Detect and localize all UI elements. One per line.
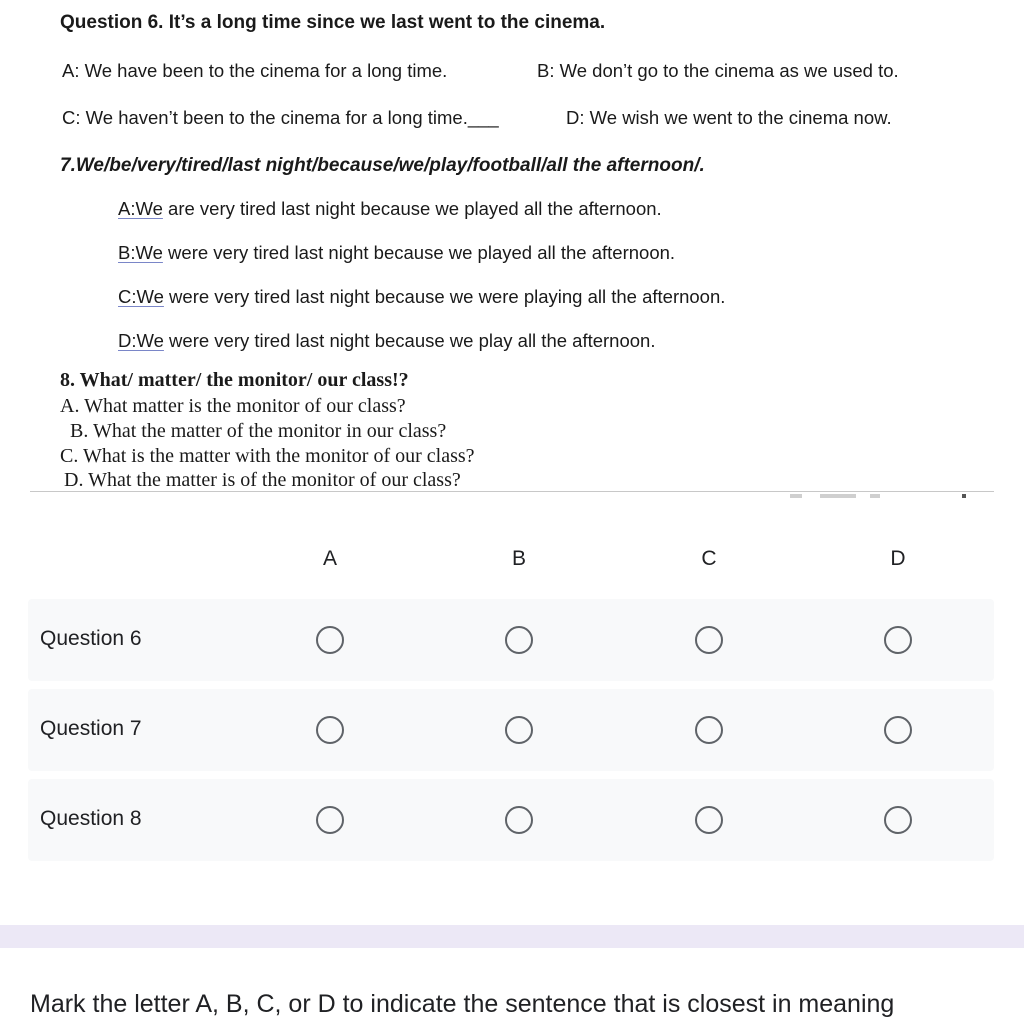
q8-option-d: D. What the matter is of the monitor of our class? (64, 469, 461, 491)
q7-option-b-prefix: B:We (118, 242, 163, 263)
question-image (0, 0, 1024, 505)
column-header-b: B (511, 547, 527, 570)
q7-option-b (118, 242, 675, 264)
q6-title: Question 6. It’s a long time since we last went to the cinema. (60, 12, 606, 33)
radio-q6-a[interactable] (316, 626, 344, 654)
q6-option-b: B: We don’t go to the cinema as we used to. (537, 60, 899, 81)
column-header-a: A (322, 547, 338, 570)
q7-option-b-text: were very tired last night because we played all the afternoon. (162, 242, 676, 263)
q7-option-d-prefix: D:We (118, 330, 164, 351)
radio-q8-c[interactable] (695, 806, 723, 834)
radio-q7-c[interactable] (695, 716, 723, 744)
radio-q7-b[interactable] (505, 716, 533, 744)
q7-option-a (118, 198, 662, 220)
image-artifact-marks (790, 494, 970, 500)
row-label: Question 7 (40, 717, 142, 740)
q8-title: 8. What/ matter/ the monitor/ our class!? (60, 369, 409, 391)
q7-option-c (118, 286, 725, 308)
artifact-mark (790, 494, 802, 498)
q7-option-d-text: were very tired last night because we play all the afternoon. (163, 330, 656, 351)
radio-q6-c[interactable] (695, 626, 723, 654)
q8-option-c: C. What is the matter with the monitor of our class? (60, 445, 475, 467)
section-separator (0, 925, 1024, 948)
q8-option-b: B. What the matter of the monitor in our class? (70, 420, 447, 442)
radio-q8-d[interactable] (884, 806, 912, 834)
q7-title: 7.We/be/very/tired/last night/because/we/play/football/all the afternoon/. (60, 155, 705, 176)
next-question-instruction: Mark the letter A, B, C, or D to indicate the sentence that is closest in meaning (30, 990, 895, 1018)
q7-option-a-prefix: A:We (118, 198, 163, 219)
image-divider (30, 491, 994, 492)
grid-row-question-7 (28, 689, 994, 771)
radio-q8-a[interactable] (316, 806, 344, 834)
artifact-mark (870, 494, 880, 498)
row-label: Question 8 (40, 807, 142, 830)
radio-q7-a[interactable] (316, 716, 344, 744)
column-header-c: C (701, 547, 717, 570)
radio-q7-d[interactable] (884, 716, 912, 744)
artifact-mark (820, 494, 856, 498)
artifact-mark (962, 494, 966, 498)
grid-row-question-6 (28, 599, 994, 681)
radio-q6-b[interactable] (505, 626, 533, 654)
radio-q8-b[interactable] (505, 806, 533, 834)
grid-row-question-8 (28, 779, 994, 861)
q6-option-c: C: We haven’t been to the cinema for a long time.___ (62, 107, 499, 128)
column-header-d: D (890, 547, 906, 570)
q8-option-a: A. What matter is the monitor of our class? (60, 395, 406, 417)
radio-q6-d[interactable] (884, 626, 912, 654)
q6-option-d: D: We wish we went to the cinema now. (566, 107, 892, 128)
q6-option-a: A: We have been to the cinema for a long time. (62, 60, 448, 81)
q7-option-a-text: are very tired last night because we played all the afternoon. (162, 198, 662, 219)
q7-option-d (118, 330, 655, 352)
row-label: Question 6 (40, 627, 142, 650)
q7-option-c-prefix: C:We (118, 286, 164, 307)
q7-option-c-text: were very tired last night because we were playing all the afternoon. (163, 286, 726, 307)
